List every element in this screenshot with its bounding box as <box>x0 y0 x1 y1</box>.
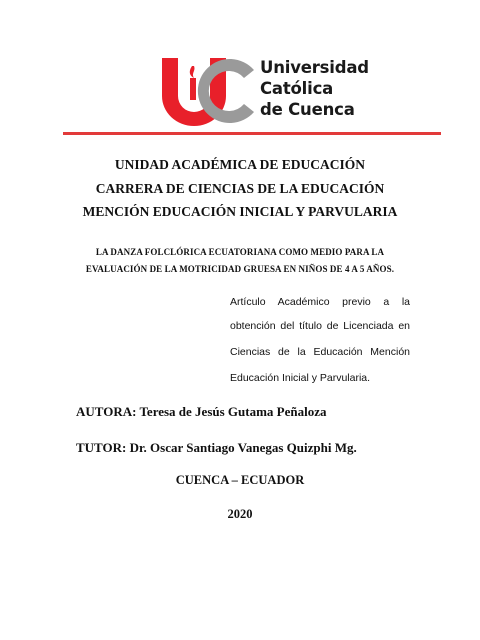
description-line-2: obtención del título de Licenciada en <box>230 320 410 332</box>
description-line-4: Educación Inicial y Parvularia. <box>230 372 371 384</box>
logo-line-1: Universidad <box>260 58 369 77</box>
document-title-line-2: EVALUACIÓN DE LA MOTRICIDAD GRUESA EN NIÑOS DE 4 A 5 AÑOS. <box>85 264 395 274</box>
heading-academic-unit: UNIDAD ACADÉMICA DE EDUCACIÓN <box>114 157 366 172</box>
year-line: 2020 <box>227 507 253 521</box>
heading-mention: MENCIÓN EDUCACIÓN INICIAL Y PARVULARIA <box>82 204 398 219</box>
document-title-line-1: LA DANZA FOLCLÓRICA ECUATORIANA COMO MEDIO PARA LA <box>95 247 385 257</box>
tutor-line: TUTOR: Dr. Oscar Santiago Vanegas Quizphi Mg. <box>76 440 357 455</box>
author-line: AUTORA: Teresa de Jesús Gutama Peñaloza <box>76 404 327 419</box>
place-line: CUENCA – ECUADOR <box>175 473 305 487</box>
university-logo <box>160 52 369 128</box>
logo-torch <box>190 78 196 100</box>
logo-wordmark <box>260 57 369 120</box>
ucacue-emblem-icon <box>160 56 256 126</box>
logo-line-3: de Cuenca <box>260 100 355 119</box>
heading-career: CARRERA DE CIENCIAS DE LA EDUCACIÓN <box>95 181 385 196</box>
header-divider <box>63 132 441 135</box>
description-line-3: Ciencias de la Educación Mención <box>230 346 410 358</box>
logo-line-2: Católica <box>260 79 334 98</box>
logo-flame <box>190 66 195 78</box>
description-line-1: Artículo Académico previo a la <box>230 296 410 308</box>
